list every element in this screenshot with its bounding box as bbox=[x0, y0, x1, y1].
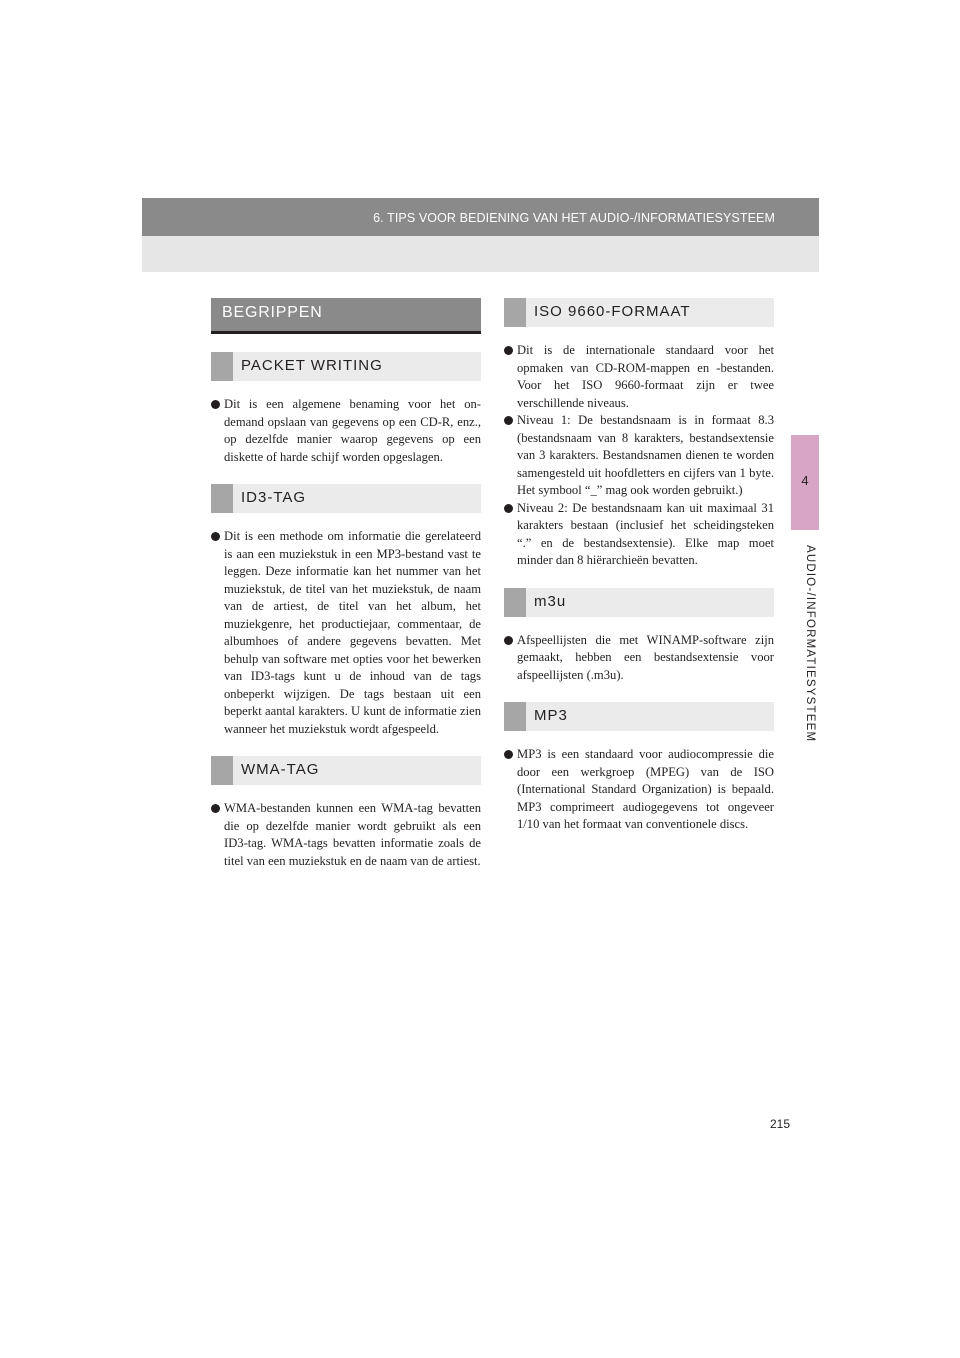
subheading-m3u bbox=[504, 588, 774, 617]
section-heading bbox=[211, 298, 481, 334]
page-number: 215 bbox=[769, 1117, 790, 1131]
subheading-title: m3u bbox=[534, 592, 567, 610]
bullet-item bbox=[504, 342, 774, 412]
section-title: BEGRIPPEN bbox=[222, 304, 323, 321]
bullet-item bbox=[211, 800, 481, 870]
chapter-number: 4 bbox=[801, 473, 809, 488]
header-bar bbox=[142, 198, 819, 236]
bullet-text: Afspeellijsten die met WINAMP-software zijn gemaakt, hebben een bestandsextensie voor afspeellijsten (.m3u). bbox=[517, 632, 774, 682]
bullet-item bbox=[504, 632, 774, 685]
subheading-id3-tag bbox=[211, 484, 481, 513]
subheading-title: PACKET WRITING bbox=[241, 357, 383, 374]
subheading-iso-9660 bbox=[504, 298, 774, 327]
bullet-item bbox=[504, 500, 774, 570]
chapter-tab bbox=[791, 435, 819, 530]
bullet-text: Dit is de internationale standaard voor het opmaken van CD-ROM-mappen en -bestanden. Voor het ISO 9660-formaat zijn er twee verschillende niveaus. bbox=[517, 343, 774, 410]
chapter-title: 6. TIPS VOOR BEDIENING VAN HET AUDIO-/INFORMATIESYSTEEM bbox=[373, 211, 775, 225]
bullet-list bbox=[504, 342, 774, 570]
bullet-text: Dit is een algemene benaming voor het on-demand opslaan van gegevens op een CD-R, enz., op dezelfde manier waarop gegevens op een diskette of harde schijf worden opgeslagen. bbox=[224, 397, 481, 464]
bullet-icon bbox=[504, 416, 513, 425]
bullet-icon bbox=[211, 804, 220, 813]
bullet-item bbox=[504, 746, 774, 834]
bullet-icon bbox=[504, 750, 513, 759]
subheading-marker bbox=[504, 588, 526, 617]
subheading-marker bbox=[211, 756, 233, 785]
subheading-mp3 bbox=[504, 702, 774, 731]
subheading-title: ISO 9660-FORMAAT bbox=[534, 303, 691, 320]
subheading-title: MP3 bbox=[534, 707, 568, 724]
bullet-text: MP3 is een standaard voor audiocompressie die door een werkgroep (MPEG) van de ISO (International Standard Organization) is bepaald. MP3 comprimeert audiogegevens tot ongeveer 1/10 van het formaat van conventionele discs. bbox=[517, 747, 774, 831]
right-column bbox=[504, 298, 774, 852]
bullet-item bbox=[211, 528, 481, 738]
header-band bbox=[142, 198, 819, 272]
subheading-wma-tag bbox=[211, 756, 481, 785]
bullet-icon bbox=[211, 532, 220, 541]
subheading-packet-writing bbox=[211, 352, 481, 381]
subheading-title: ID3-TAG bbox=[241, 489, 307, 506]
bullet-item bbox=[211, 396, 481, 466]
bullet-icon bbox=[504, 346, 513, 355]
bullet-icon bbox=[504, 504, 513, 513]
subheading-marker bbox=[211, 352, 233, 381]
bullet-icon bbox=[504, 636, 513, 645]
subheading-marker bbox=[504, 702, 526, 731]
subheading-marker bbox=[211, 484, 233, 513]
bullet-item bbox=[504, 412, 774, 500]
bullet-icon bbox=[211, 400, 220, 409]
bullet-text: WMA-bestanden kunnen een WMA-tag bevatten die op dezelfde manier wordt gebruikt als een ID3-tag. WMA-tags bevatten informatie zoals de titel van een muziekstuk en de naam van de artiest. bbox=[224, 801, 481, 868]
bullet-text: Niveau 2: De bestandsnaam kan uit maximaal 31 karakters bestaan (inclusief het scheidingsteken “.” en de bestandsextensie). Elke map moet minder dan 8 hiërarchieën bevatten. bbox=[517, 500, 774, 567]
left-column bbox=[211, 298, 481, 888]
bullet-text: Niveau 1: De bestandsnaam is in formaat 8.3 (bestandsnaam van 8 karakters, bestandsextensie van 3 karakters. Bestandsnamen dienen te worden samengesteld uit hoofdletters en cijfers van 1 byte. Het symbool “_” mag ook worden gebruikt.) bbox=[517, 413, 774, 497]
chapter-side-label: AUDIO-/INFORMATIESYSTEEM bbox=[804, 545, 816, 743]
subheading-title: WMA-TAG bbox=[241, 761, 320, 778]
bullet-text: Dit is een methode om informatie die gerelateerd is aan een muziekstuk in een MP3-bestand vast te leggen. Deze informatie kan het nummer van het muziekstuk, de titel van het muziekstuk, de naam van de artiest, de titel van het album, het muziekgenre, het productiejaar, commentaar, de albumhoes of andere gegevens bevatten. Met behulp van software met opties voor het bewerken van ID3-tags kunt u de inhoud van de tags onbeperkt wijzigen. De tags bestaan uit een beperkt aantal karakters. U kunt de informatie zien wanneer het muziekstuk wordt afgespeeld. bbox=[224, 529, 481, 736]
subheading-marker bbox=[504, 298, 526, 327]
